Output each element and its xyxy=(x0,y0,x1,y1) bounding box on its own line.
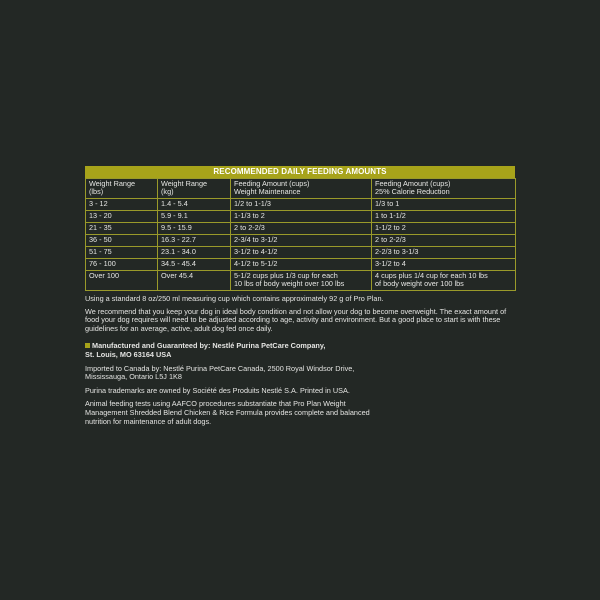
table-cell-line: 2 to 2-2/3 xyxy=(375,235,406,244)
table-cell xyxy=(231,223,372,235)
column-header-line: 25% Calorie Reduction xyxy=(375,187,450,197)
notes xyxy=(85,295,515,426)
manufacturer-line-1: Manufactured and Guaranteed by: Nestlé Purina PetCare Company, xyxy=(92,341,326,351)
table-cell xyxy=(86,211,158,223)
table-cell xyxy=(372,235,516,247)
aafco-line-3: nutrition for maintenance of adult dogs. xyxy=(85,416,212,426)
table-cell xyxy=(86,259,158,271)
table-cell-line: Over 45.4 xyxy=(161,271,194,280)
table-cell xyxy=(158,259,231,271)
table-cell-line: Over 100 xyxy=(89,271,120,280)
table-cell xyxy=(86,223,158,235)
column-header xyxy=(86,179,158,199)
square-bullet-icon xyxy=(85,343,90,348)
table-row xyxy=(86,247,516,259)
table-cell-line: 10 lbs of body weight over 100 lbs xyxy=(234,279,345,289)
table-cell-line: 3-1/2 to 4 xyxy=(375,259,406,268)
table-cell-line: 16.3 - 22.7 xyxy=(161,235,196,244)
table-cell-line: 1/2 to 1-1/3 xyxy=(234,199,271,208)
table-cell-line: 3-1/2 to 4-1/2 xyxy=(234,247,278,256)
table-cell-line: 13 - 20 xyxy=(89,211,112,220)
table-cell-line: 76 - 100 xyxy=(89,259,116,268)
aafco-line-2: Management Shredded Blend Chicken & Rice Formula provides complete and balanced xyxy=(85,407,370,417)
table-cell xyxy=(372,259,516,271)
recommendation-note: We recommend that you keep your dog in ideal body condition and not allow your dog to become overweight. The exact amount of food your dog requires will need to be adjusted according to age, activity and environment. But a good place to start is with these guidelines for an average, active, adult dog fed once daily. xyxy=(85,306,507,333)
table-cell xyxy=(372,211,516,223)
table-cell xyxy=(158,223,231,235)
table-row xyxy=(86,199,516,211)
column-header-line: Weight Range xyxy=(161,179,208,188)
table-cell xyxy=(86,247,158,259)
table-cell xyxy=(231,259,372,271)
table-cell-line: 1-1/3 to 2 xyxy=(234,211,265,220)
table-cell-line: 2-3/4 to 3-1/2 xyxy=(234,235,278,244)
table-cell-line: 5-1/2 cups plus 1/3 cup for each xyxy=(234,271,338,280)
table-cell xyxy=(372,271,516,291)
aafco-statement xyxy=(85,400,515,426)
column-header-line: (kg) xyxy=(161,187,174,197)
table-cell xyxy=(231,211,372,223)
table-cell-line: 51 - 75 xyxy=(89,247,112,256)
aafco-line-1: Animal feeding tests using AAFCO procedures substantiate that Pro Plan Weight xyxy=(85,399,346,409)
table-cell-line: 23.1 - 34.0 xyxy=(161,247,196,256)
table-row xyxy=(86,211,516,223)
table-cell-line: 5.9 - 9.1 xyxy=(161,211,188,220)
table-cell-line: 2-2/3 to 3-1/3 xyxy=(375,247,419,256)
column-header xyxy=(231,179,372,199)
table-cell-line: 1-1/2 to 2 xyxy=(375,223,406,232)
table-row xyxy=(86,235,516,247)
table-header-row xyxy=(86,179,516,199)
table-title: RECOMMENDED DAILY FEEDING AMOUNTS xyxy=(85,166,515,178)
table-cell-line: 34.5 - 45.4 xyxy=(161,259,196,268)
table-row xyxy=(86,223,516,235)
table-cell xyxy=(231,247,372,259)
table-cell xyxy=(86,199,158,211)
column-header-line: Weight Range xyxy=(89,179,136,188)
manufacturer-line-2: St. Louis, MO 63164 USA xyxy=(85,349,172,359)
table-cell-line: of body weight over 100 lbs xyxy=(375,279,464,289)
table-cell xyxy=(231,235,372,247)
table-cell xyxy=(231,271,372,291)
trademark-note: Purina trademarks are owned by Société des Produits Nestlé S.A. Printed in USA. xyxy=(85,385,350,395)
table-cell-line: 1 to 1-1/2 xyxy=(375,211,406,220)
measuring-note: Using a standard 8 oz/250 ml measuring cup which contains approximately 92 g of Pro Plan. xyxy=(85,294,384,303)
table-cell-line: 9.5 - 15.9 xyxy=(161,223,192,232)
column-header xyxy=(372,179,516,199)
table-cell-line: 1/3 to 1 xyxy=(375,199,400,208)
importer-info xyxy=(85,365,515,382)
feeding-panel xyxy=(85,166,515,426)
table-cell xyxy=(372,199,516,211)
table-row xyxy=(86,271,516,291)
column-header-line: Feeding Amount (cups) xyxy=(375,179,451,188)
table-cell xyxy=(158,271,231,291)
table-cell xyxy=(372,223,516,235)
table-row xyxy=(86,259,516,271)
table-cell xyxy=(372,247,516,259)
table-cell xyxy=(86,271,158,291)
column-header-line: (lbs) xyxy=(89,187,104,197)
table-cell xyxy=(158,247,231,259)
table-cell-line: 1.4 - 5.4 xyxy=(161,199,188,208)
table-cell xyxy=(158,211,231,223)
table-cell xyxy=(231,199,372,211)
imported-line-2: Mississauga, Ontario L5J 1K8 xyxy=(85,372,182,382)
column-header xyxy=(158,179,231,199)
column-header-line: Weight Maintenance xyxy=(234,187,301,197)
table-cell-line: 3 - 12 xyxy=(89,199,108,208)
table-cell xyxy=(158,235,231,247)
imported-line-1: Imported to Canada by: Nestlé Purina PetCare Canada, 2500 Royal Windsor Drive, xyxy=(85,363,355,373)
feeding-table xyxy=(85,178,516,291)
table-cell-line: 21 - 35 xyxy=(89,223,112,232)
table-cell-line: 2 to 2-2/3 xyxy=(234,223,265,232)
table-cell-line: 4 cups plus 1/4 cup for each 10 lbs xyxy=(375,271,488,280)
manufacturer-info xyxy=(85,342,515,359)
table-cell-line: 4-1/2 to 5-1/2 xyxy=(234,259,278,268)
table-cell xyxy=(86,235,158,247)
table-cell xyxy=(158,199,231,211)
table-cell-line: 36 - 50 xyxy=(89,235,112,244)
column-header-line: Feeding Amount (cups) xyxy=(234,179,310,188)
